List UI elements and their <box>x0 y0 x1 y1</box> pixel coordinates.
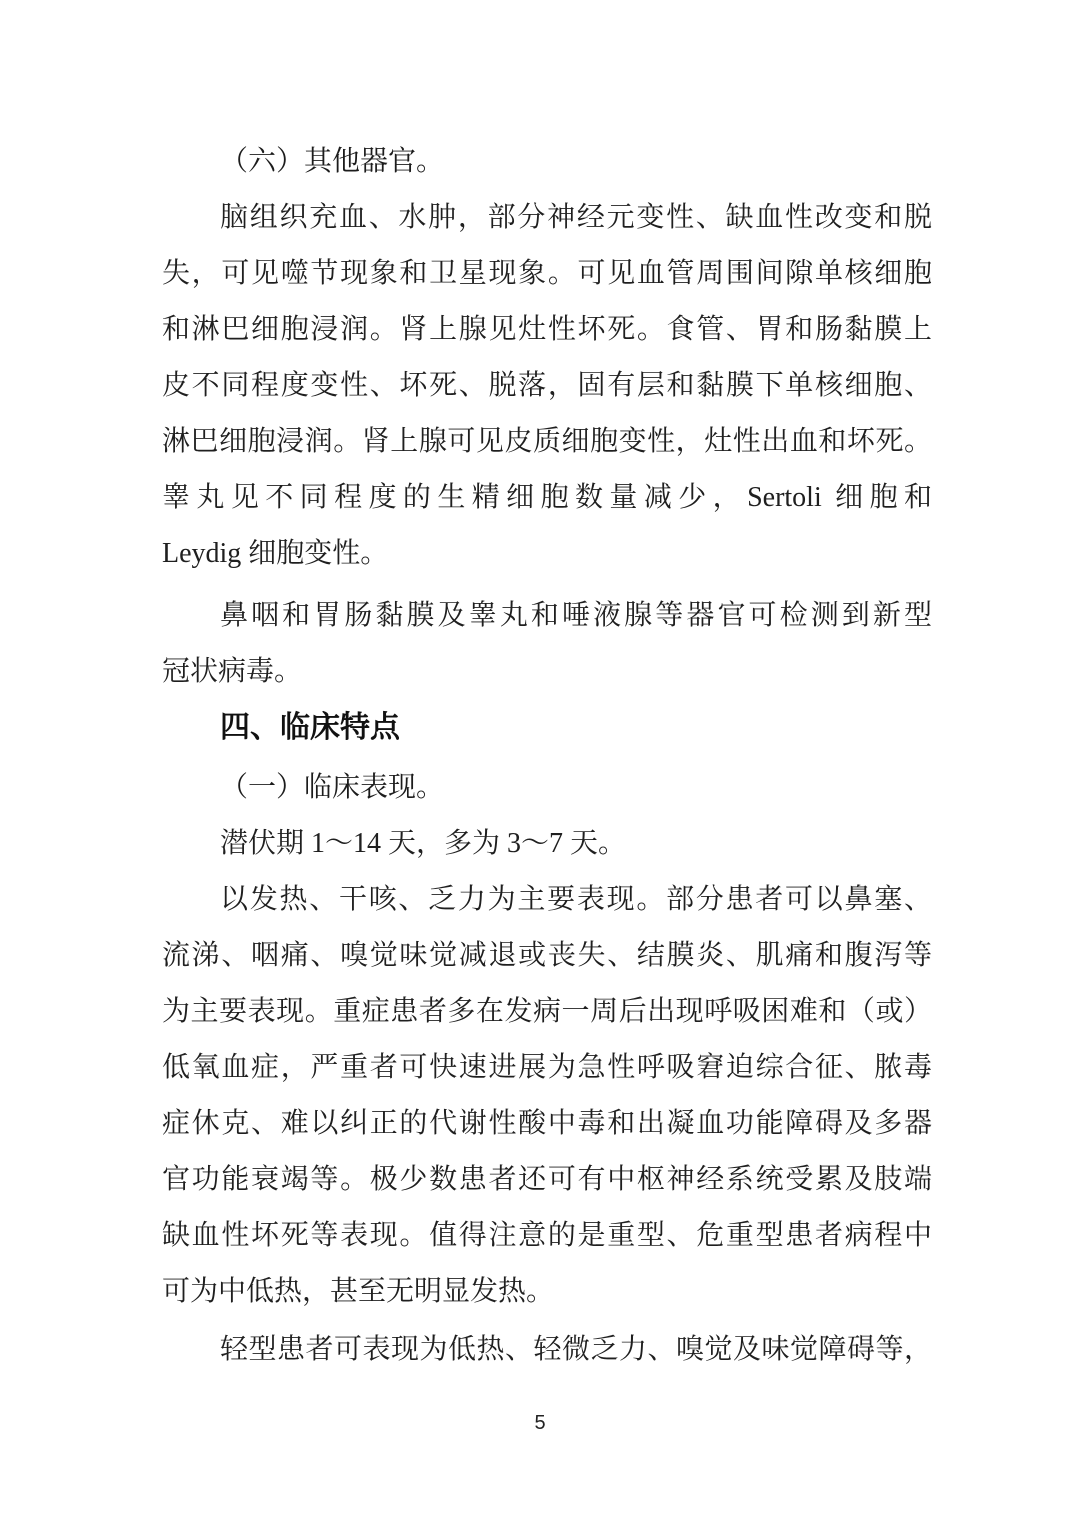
text-line: Leydig 细胞变性。 <box>162 538 389 569</box>
subsection-heading: （一）临床表现。 <box>220 772 445 803</box>
text-line: 失，可见噬节现象和卫星现象。可见血管周围间隙单核细胞 <box>162 258 932 289</box>
section-heading: 四、临床特点 <box>220 711 400 744</box>
text-line: 为主要表现。重症患者多在发病一周后出现呼吸困难和（或） <box>162 996 932 1027</box>
document-body <box>162 134 932 1378</box>
text-line: 冠状病毒。 <box>162 656 303 687</box>
page-number: 5 <box>534 1412 546 1434</box>
text-line: 以发热、干咳、乏力为主要表现。部分患者可以鼻塞、 <box>220 884 932 915</box>
text-line: 流涕、咽痛、嗅觉味觉减退或丧失、结膜炎、肌痛和腹泻等 <box>162 940 932 971</box>
text-line: 和淋巴细胞浸润。肾上腺见灶性坏死。食管、胃和肠黏膜上 <box>162 314 932 345</box>
page-footer <box>0 1412 1080 1435</box>
text-line: 潜伏期 1～14 天，多为 3～7 天。 <box>220 828 627 859</box>
text-line: 轻型患者可表现为低热、轻微乏力、嗅觉及味觉障碍等， <box>220 1334 932 1365</box>
text-line: 睾丸见不同程度的生精细胞数量减少，Sertoli 细胞和 <box>162 482 932 513</box>
text-line: 淋巴细胞浸润。肾上腺可见皮质细胞变性，灶性出血和坏死。 <box>162 426 932 457</box>
text-line: 鼻咽和胃肠黏膜及睾丸和唾液腺等器官可检测到新型 <box>220 600 932 631</box>
subsection-heading: （六）其他器官。 <box>220 146 445 177</box>
text-line: 低氧血症，严重者可快速进展为急性呼吸窘迫综合征、脓毒 <box>162 1052 932 1083</box>
text-line: 症休克、难以纠正的代谢性酸中毒和出凝血功能障碍及多器 <box>162 1108 932 1139</box>
text-line: 官功能衰竭等。极少数患者还可有中枢神经系统受累及肢端 <box>162 1164 932 1195</box>
text-line: 缺血性坏死等表现。值得注意的是重型、危重型患者病程中 <box>162 1220 932 1251</box>
text-line: 可为中低热，甚至无明显发热。 <box>162 1276 555 1307</box>
text-line: 皮不同程度变性、坏死、脱落，固有层和黏膜下单核细胞、 <box>162 370 932 401</box>
text-line: 脑组织充血、水肿，部分神经元变性、缺血性改变和脱 <box>220 202 932 233</box>
